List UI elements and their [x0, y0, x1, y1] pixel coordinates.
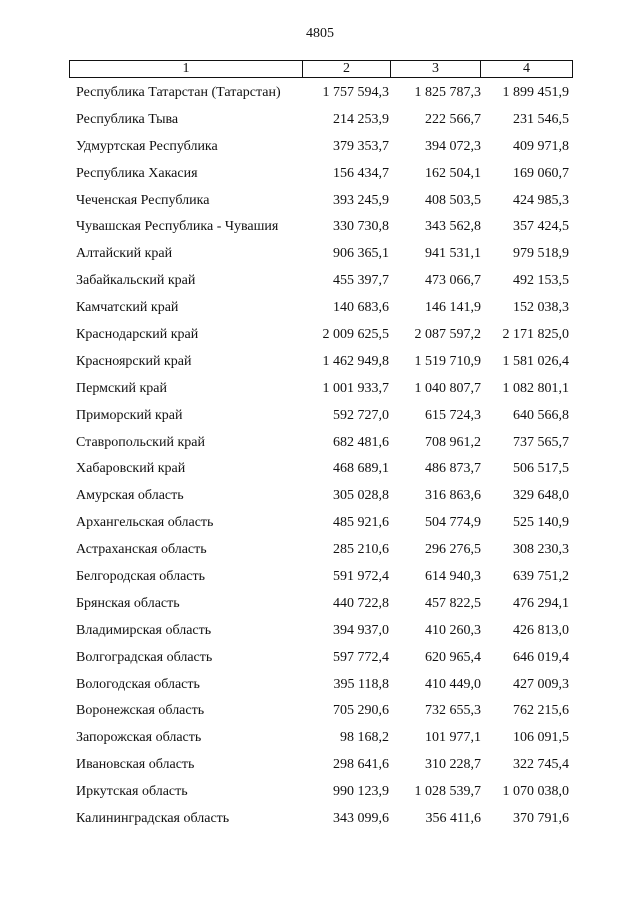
value-col-4: 762 215,6 [513, 703, 569, 719]
value-col-3: 162 504,1 [425, 165, 481, 181]
value-col-4: 1 082 801,1 [502, 380, 569, 396]
value-col-4: 426 813,0 [513, 622, 569, 638]
column-header-2: 2 [303, 61, 391, 78]
value-col-4: 322 745,4 [513, 757, 569, 773]
table-row [69, 806, 572, 833]
region-name: Краснодарский край [76, 327, 199, 343]
value-col-4: 525 140,9 [513, 515, 569, 531]
table-row [69, 698, 572, 725]
region-name: Камчатский край [76, 300, 179, 316]
table-row [69, 322, 572, 349]
region-name: Астраханская область [76, 542, 207, 558]
table-row [69, 430, 572, 457]
value-col-4: 152 038,3 [513, 300, 569, 316]
table-row [69, 349, 572, 376]
value-col-3: 504 774,9 [425, 515, 481, 531]
value-col-4: 231 546,5 [513, 111, 569, 127]
region-name: Иркутская область [76, 784, 188, 800]
table-row [69, 134, 572, 161]
value-col-2: 597 772,4 [333, 649, 389, 665]
value-col-3: 343 562,8 [425, 219, 481, 235]
region-name: Алтайский край [76, 246, 173, 262]
table-row [69, 268, 572, 295]
value-col-2: 2 009 625,5 [322, 327, 389, 343]
value-col-2: 298 641,6 [333, 757, 389, 773]
value-col-4: 357 424,5 [513, 219, 569, 235]
region-name: Ставропольский край [76, 434, 205, 450]
value-col-2: 214 253,9 [333, 111, 389, 127]
region-name: Хабаровский край [76, 461, 186, 477]
value-col-4: 2 171 825,0 [502, 327, 569, 343]
value-col-3: 1 028 539,7 [414, 784, 481, 800]
value-col-2: 455 397,7 [333, 273, 389, 289]
table-row [69, 241, 572, 268]
value-col-4: 640 566,8 [513, 407, 569, 423]
value-col-4: 737 565,7 [513, 434, 569, 450]
value-col-3: 615 724,3 [425, 407, 481, 423]
value-col-3: 614 940,3 [425, 569, 481, 585]
value-col-2: 682 481,6 [333, 434, 389, 450]
value-col-4: 424 985,3 [513, 192, 569, 208]
value-col-3: 620 965,4 [425, 649, 481, 665]
value-col-3: 1 040 807,7 [414, 380, 481, 396]
value-col-2: 990 123,9 [333, 784, 389, 800]
value-col-2: 330 730,8 [333, 219, 389, 235]
value-col-3: 410 260,3 [425, 622, 481, 638]
column-header-1: 1 [70, 61, 303, 78]
region-name: Волгоградская область [76, 649, 213, 665]
value-col-3: 222 566,7 [425, 111, 481, 127]
value-col-2: 468 689,1 [333, 461, 389, 477]
region-name: Архангельская область [76, 515, 214, 531]
value-col-2: 156 434,7 [333, 165, 389, 181]
value-col-3: 708 961,2 [425, 434, 481, 450]
table-row [69, 725, 572, 752]
value-col-3: 457 822,5 [425, 595, 481, 611]
value-col-2: 485 921,6 [333, 515, 389, 531]
value-col-2: 440 722,8 [333, 595, 389, 611]
page-number: 4805 [306, 26, 334, 41]
value-col-3: 1 825 787,3 [414, 85, 481, 100]
table-row [69, 752, 572, 779]
table-row [69, 779, 572, 806]
value-col-4: 492 153,5 [513, 273, 569, 289]
value-col-3: 356 411,6 [425, 811, 481, 827]
value-col-2: 395 118,8 [333, 676, 389, 692]
value-col-2: 393 245,9 [333, 192, 389, 208]
value-col-3: 146 141,9 [425, 300, 481, 316]
value-col-4: 106 091,5 [513, 730, 569, 746]
value-col-3: 473 066,7 [425, 273, 481, 289]
region-name: Удмуртская Республика [76, 138, 218, 154]
table-row [69, 618, 572, 645]
data-table-body [69, 80, 572, 833]
value-col-2: 1 462 949,8 [322, 353, 389, 369]
column-header-3: 3 [391, 61, 481, 78]
table-row [69, 456, 572, 483]
value-col-4: 646 019,4 [513, 649, 569, 665]
value-col-4: 1 581 026,4 [502, 353, 569, 369]
region-name: Республика Тыва [76, 111, 179, 127]
region-name: Белгородская область [76, 569, 206, 585]
table-row [69, 510, 572, 537]
value-col-4: 1 899 451,9 [502, 85, 569, 100]
value-col-4: 476 294,1 [513, 595, 569, 611]
region-name: Республика Хакасия [76, 165, 198, 181]
table-row [69, 295, 572, 322]
value-col-2: 98 168,2 [340, 730, 389, 746]
value-col-2: 1 757 594,3 [322, 85, 389, 100]
table-row [69, 483, 572, 510]
value-col-3: 394 072,3 [425, 138, 481, 154]
table-row [69, 645, 572, 672]
value-col-4: 370 791,6 [513, 811, 569, 827]
region-name: Вологодская область [76, 676, 200, 692]
region-name: Чувашская Республика - Чувашия [76, 219, 279, 235]
column-header-4: 4 [481, 61, 573, 78]
value-col-4: 979 518,9 [513, 246, 569, 262]
region-name: Приморский край [76, 407, 183, 423]
value-col-4: 329 648,0 [513, 488, 569, 504]
table-row [69, 161, 572, 188]
value-col-2: 592 727,0 [333, 407, 389, 423]
value-col-2: 1 001 933,7 [322, 380, 389, 396]
region-name: Брянская область [76, 595, 180, 611]
value-col-3: 101 977,1 [425, 730, 481, 746]
value-col-2: 591 972,4 [333, 569, 389, 585]
value-col-2: 379 353,7 [333, 138, 389, 154]
value-col-3: 408 503,5 [425, 192, 481, 208]
table-row [69, 107, 572, 134]
value-col-4: 427 009,3 [513, 676, 569, 692]
value-col-4: 1 070 038,0 [502, 784, 569, 800]
region-name: Владимирская область [76, 622, 212, 638]
value-col-4: 506 517,5 [513, 461, 569, 477]
table-row [69, 188, 572, 215]
region-name: Калининградская область [76, 811, 230, 827]
value-col-2: 705 290,6 [333, 703, 389, 719]
region-name: Воронежская область [76, 703, 205, 719]
table-row [69, 537, 572, 564]
value-col-2: 394 937,0 [333, 622, 389, 638]
value-col-3: 486 873,7 [425, 461, 481, 477]
table-row [69, 376, 572, 403]
value-col-3: 732 655,3 [425, 703, 481, 719]
table-row [69, 672, 572, 699]
value-col-4: 169 060,7 [513, 165, 569, 181]
table-row [69, 403, 572, 430]
table-row [69, 564, 572, 591]
value-col-3: 2 087 597,2 [414, 327, 481, 343]
value-col-2: 285 210,6 [333, 542, 389, 558]
region-name: Ивановская область [76, 757, 195, 773]
value-col-2: 343 099,6 [333, 811, 389, 827]
region-name: Амурская область [76, 488, 184, 504]
region-name: Красноярский край [76, 353, 192, 369]
value-col-2: 906 365,1 [333, 246, 389, 262]
value-col-3: 410 449,0 [425, 676, 481, 692]
table-row [69, 214, 572, 241]
value-col-3: 316 863,6 [425, 488, 481, 504]
region-name: Республика Татарстан (Татарстан) [76, 85, 281, 100]
value-col-3: 941 531,1 [425, 246, 481, 262]
table-row [69, 591, 572, 618]
value-col-2: 305 028,8 [333, 488, 389, 504]
value-col-4: 409 971,8 [513, 138, 569, 154]
value-col-3: 1 519 710,9 [414, 353, 481, 369]
region-name: Запорожская область [76, 730, 202, 746]
value-col-3: 296 276,5 [425, 542, 481, 558]
value-col-3: 310 228,7 [425, 757, 481, 773]
column-header-row [69, 60, 573, 78]
value-col-4: 308 230,3 [513, 542, 569, 558]
region-name: Забайкальский край [76, 273, 196, 289]
region-name: Пермский край [76, 380, 167, 396]
value-col-2: 140 683,6 [333, 300, 389, 316]
region-name: Чеченская Республика [76, 192, 210, 208]
table-row [69, 80, 572, 107]
value-col-4: 639 751,2 [513, 569, 569, 585]
